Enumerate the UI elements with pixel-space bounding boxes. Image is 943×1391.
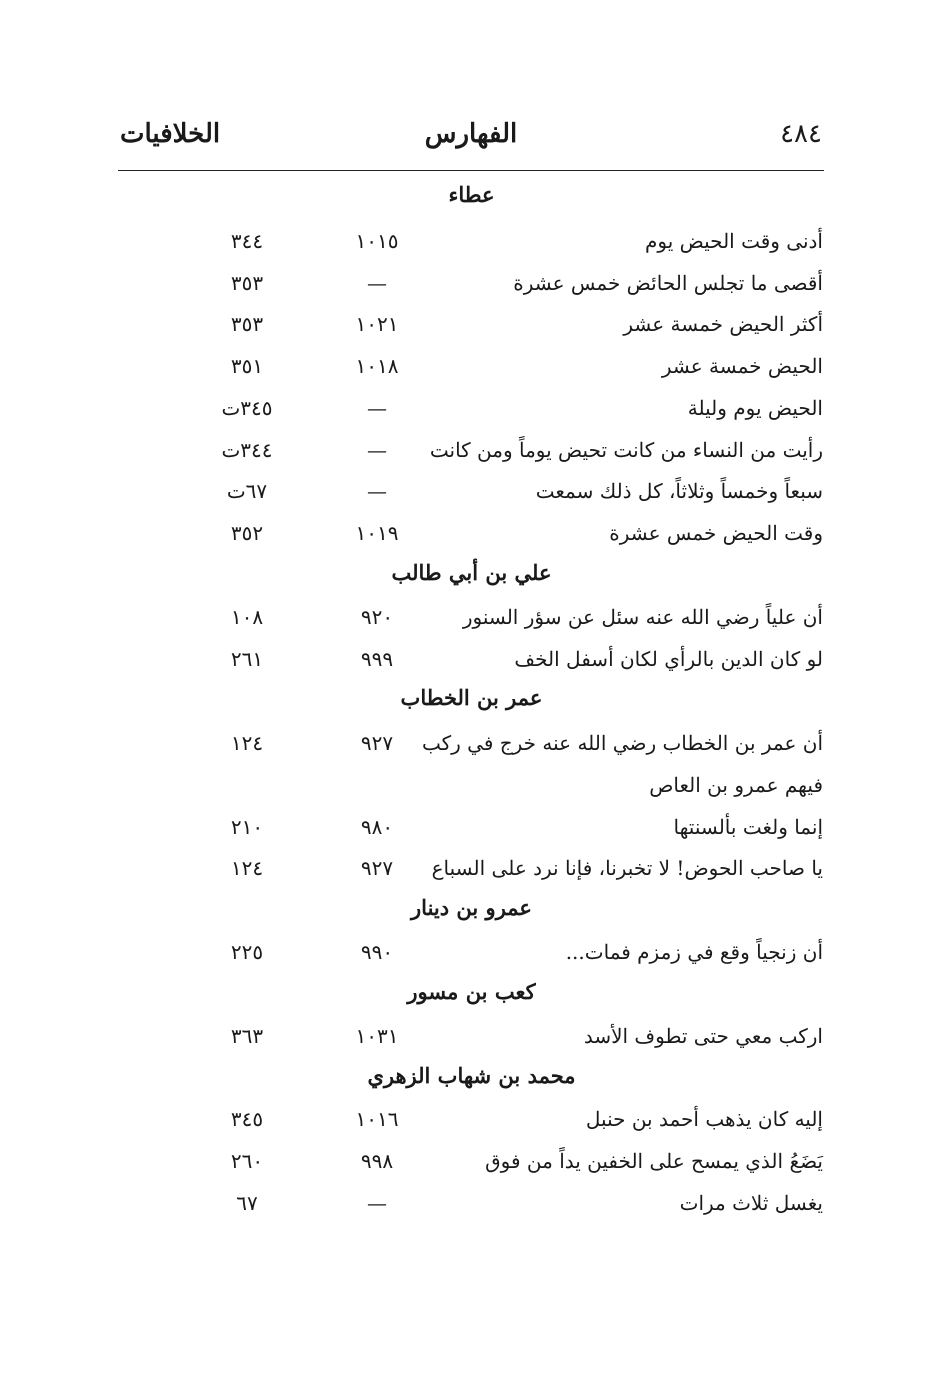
index-entry <box>0 1144 943 1178</box>
entry-page: ١٢٤ <box>230 856 264 880</box>
entry-number: ١٠١٦ <box>355 1107 399 1131</box>
section-title-header: الفهارس <box>424 119 518 149</box>
entry-text: إليه كان يذهب أحمد بن حنبل <box>585 1107 823 1131</box>
entry-text: رأيت من النساء من كانت تحيض يوماً ومن كانت <box>429 438 823 462</box>
entry-page: ٣٦٣ <box>230 1024 264 1048</box>
entry-page: ٦٧ت <box>226 479 268 503</box>
index-entry <box>0 433 943 467</box>
index-entry <box>0 516 943 550</box>
entry-number: — <box>367 479 387 503</box>
entry-text: أن علياً رضي الله عنه سئل عن سؤر السنور <box>462 605 823 629</box>
entry-text: أن زنجياً وقع في زمزم فمات... <box>565 940 823 964</box>
group-heading: عمر بن الخطاب <box>400 685 543 710</box>
entry-page: ٣٥٢ <box>230 521 264 545</box>
entry-text: اركب معي حتى تطوف الأسد <box>583 1024 823 1048</box>
entry-text: سبعاً وخمساً وثلاثاً، كل ذلك سمعت <box>535 479 823 503</box>
entry-text: إنما ولغت بألسنتها <box>673 815 823 839</box>
group-heading: عمرو بن دينار <box>411 895 532 920</box>
index-entry <box>0 224 943 258</box>
entry-text: أقصى ما تجلس الحائض خمس عشرة <box>513 271 823 295</box>
index-entry <box>0 307 943 341</box>
entry-text: أن عمر بن الخطاب رضي الله عنه خرج في ركب <box>421 731 823 755</box>
entry-number: — <box>367 1191 387 1215</box>
index-entry <box>0 642 943 676</box>
entry-text: أدنى وقت الحيض يوم <box>644 229 823 253</box>
index-entry <box>0 1186 943 1220</box>
entry-number: — <box>367 438 387 462</box>
entry-number: ١٠١٨ <box>355 354 399 378</box>
entry-text: وقت الحيض خمس عشرة <box>609 521 823 545</box>
entry-page: ٦٧ <box>236 1191 258 1215</box>
index-entry <box>0 349 943 383</box>
entry-number: ١٠١٩ <box>355 521 399 545</box>
entry-number: ٩٨٠ <box>360 815 394 839</box>
entry-page: ٣٤٤ت <box>221 438 273 462</box>
entry-number: ١٠١٥ <box>355 229 399 253</box>
entry-page: ٢٢٥ <box>230 940 264 964</box>
group-heading: علي بن أبي طالب <box>391 560 552 585</box>
entry-page: ٣٥١ <box>230 354 264 378</box>
entry-text: يا صاحب الحوض! لا تخبرنا، فإنا نرد على السباع <box>431 856 823 880</box>
index-entry <box>0 935 943 969</box>
entry-number: ٩٢٠ <box>360 605 394 629</box>
entry-number: ٩٩٩ <box>360 647 394 671</box>
book-title: الخلافيات <box>120 119 221 149</box>
index-entry <box>0 726 943 760</box>
entry-number: — <box>367 271 387 295</box>
group-heading: محمد بن شهاب الزهري <box>367 1063 576 1088</box>
entry-text: أكثر الحيض خمسة عشر <box>623 312 823 336</box>
index-entry <box>0 266 943 300</box>
entry-page: ٢٦٠ <box>230 1149 264 1173</box>
group-heading: كعب بن مسور <box>407 979 536 1004</box>
index-entry <box>0 1019 943 1053</box>
entry-number: ٩٢٧ <box>360 856 394 880</box>
entry-text: يغسل ثلاث مرات <box>679 1191 823 1215</box>
entry-page: ٣٤٥ <box>230 1107 264 1131</box>
index-entry <box>0 600 943 634</box>
entry-number: — <box>367 396 387 420</box>
page-number: ٤٨٤ <box>780 119 822 149</box>
entry-number: ٩٢٧ <box>360 731 394 755</box>
entry-page: ١٠٨ <box>230 605 264 629</box>
entry-page: ٢١٠ <box>230 815 264 839</box>
index-entry-continuation <box>0 768 943 802</box>
running-header <box>118 112 824 171</box>
entry-text: الحيض يوم وليلة <box>687 396 823 420</box>
entry-text: فيهم عمرو بن العاص <box>649 773 823 797</box>
group-heading: عطاء <box>448 182 495 207</box>
entry-number: ١٠٢١ <box>355 312 399 336</box>
entry-page: ٢٦١ <box>230 647 264 671</box>
index-entry <box>0 391 943 425</box>
entry-page: ٣٤٥ت <box>221 396 273 420</box>
index-entry <box>0 474 943 508</box>
entry-number: ٩٩٠ <box>360 940 394 964</box>
entry-text: لو كان الدين بالرأي لكان أسفل الخف <box>514 647 823 671</box>
index-entry <box>0 1102 943 1136</box>
entry-text: يَضَعُ الذي يمسح على الخفين يداً من فوق <box>485 1149 823 1173</box>
entry-page: ٣٤٤ <box>230 229 264 253</box>
index-entry <box>0 851 943 885</box>
index-entry <box>0 810 943 844</box>
entry-number: ١٠٣١ <box>355 1024 399 1048</box>
entry-text: الحيض خمسة عشر <box>661 354 823 378</box>
entry-page: ١٢٤ <box>230 731 264 755</box>
entry-page: ٣٥٣ <box>230 271 264 295</box>
entry-page: ٣٥٣ <box>230 312 264 336</box>
entry-number: ٩٩٨ <box>360 1149 394 1173</box>
